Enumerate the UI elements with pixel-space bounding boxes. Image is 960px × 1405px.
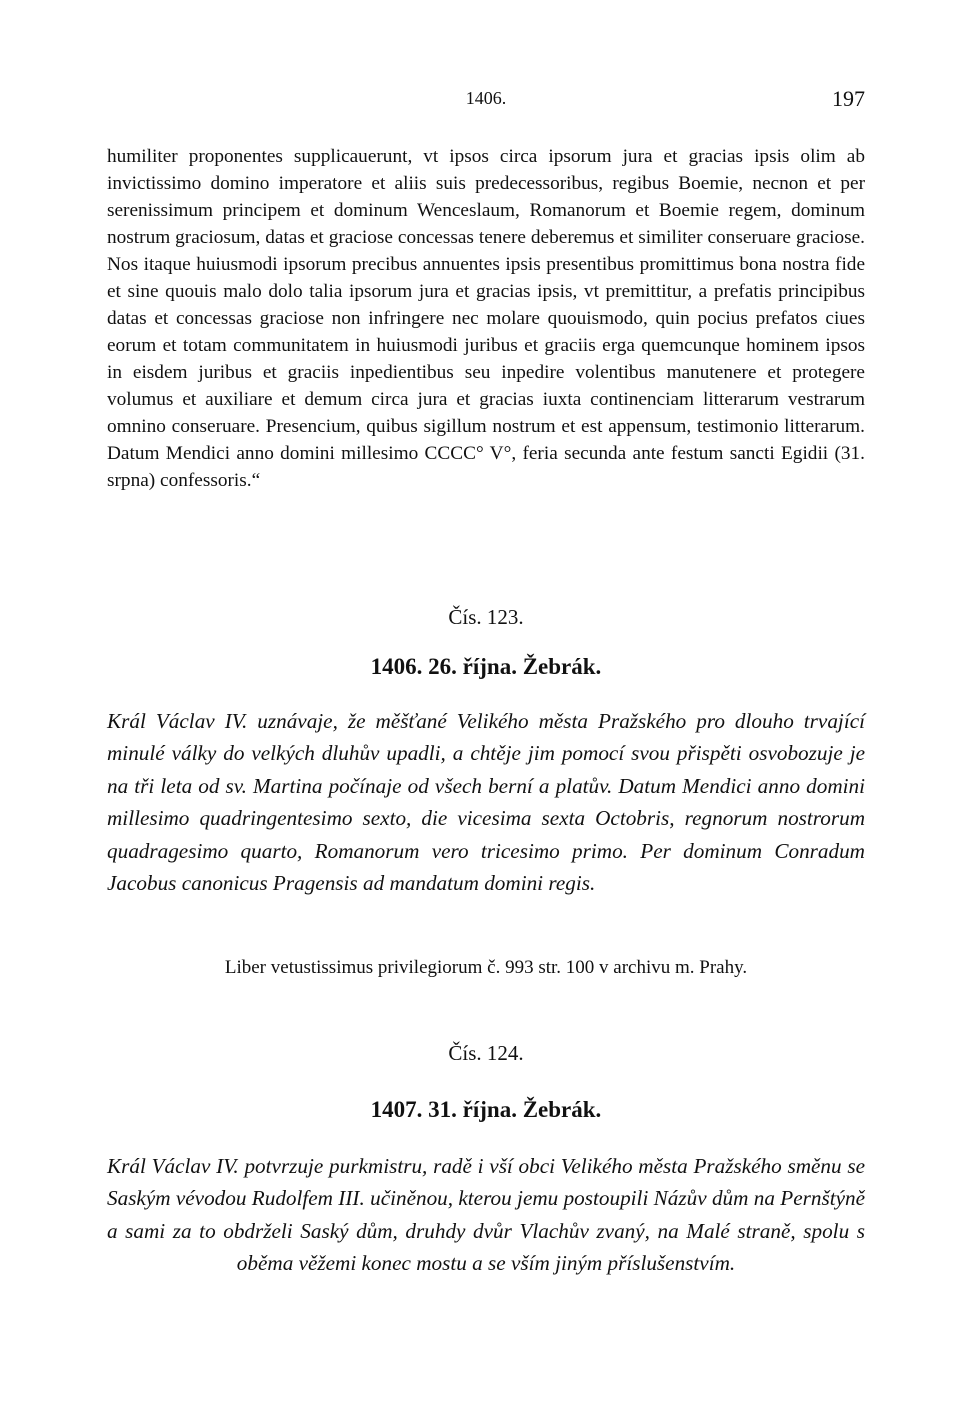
entry-regest: Král Václav IV. uznávaje, že měšťané Velikého města Pražského pro dlouho trvající minulé války do velkých dluhův upadli, a chtěje jim pomocí svou přispěti osvobozuje je na tři leta od sv. Martina počínaje od všech berní a platův. Datum Mendici anno domini millesimo quadringentesimo sexto, die vicesima sexta Octobris, regnorum nostrorum quadragesimo quarto, Romanorum vero tricesimo primo. Per dominum Conradum Jacobus canonicus Pragensis ad mandatum domini regis. <box>107 709 865 896</box>
running-head-year: 1406. <box>465 88 507 108</box>
entry-number: Čís. 123. <box>448 605 524 629</box>
entry-regest: Král Václav IV. potvrzuje purkmistru, radě i vší obci Velikého města Pražského směnu se Saským vévodou Rudolfem III. učiněnou, kterou jemu postoupili Názův dům na Pernštýně a sami za to obdrželi Saský dům, druhdy dvůr Vlachův zvaný, na Malé straně, spolu s oběma věžemi konec mostu a se vším jiným příslušenstvím. <box>107 1154 865 1276</box>
entry-date-place: 1407. 31. října. Žebrák. <box>370 1097 602 1122</box>
entry-date-place: 1406. 26. října. Žebrák. <box>370 654 602 679</box>
entry-number: Čís. 124. <box>448 1041 524 1065</box>
entry-source-citation: Liber vetustissimus privilegiorum č. 993 str. 100 v archivu m. Prahy. <box>224 957 748 978</box>
page-content <box>107 0 865 1405</box>
continuation-paragraph: humiliter proponentes supplicauerunt, vt ipsos circa ipsorum jura et gracias ipsis olim ab invictissimo domino imperatore et aliis suis predecessoribus, regibus Boemie, necnon et per serenissimum principem et dominum Wenceslaum, Romanorum et Boemie regem, dominum nostrum graciosum, datas et graciose concessas tenere deberemus et similiter conseruare graciose. Nos itaque huiusmodi ipsorum precibus annuentes ipsis presentibus promittimus bona nostra fide et sine quouis malo dolo talia ipsorum jura et gracias ipsis, vt premittitur, a prefatis principibus datas et concessas graciose non infringere nec molare quouismodo, quin pocius prefatos ciues eorum et totam communitatem in huiusmodi juribus et graciis erga quemcunque hominem ipsos in eisdem juribus et graciis inpedientibus seu inpedire volentibus manutenere et protegere volumus et auxiliare et demum circa jura et gracias iuxta continenciam litterarum vestrarum omnino conseruare. Presencium, quibus sigillum nostrum et est appensum, testimonio litterarum. Datum Mendici anno domini millesimo CCCC° V°, feria secunda ante festum sancti Egidii (31. srpna) confessoris.“ <box>107 146 865 491</box>
page-header <box>107 86 865 112</box>
page-number: 197 <box>832 86 865 111</box>
